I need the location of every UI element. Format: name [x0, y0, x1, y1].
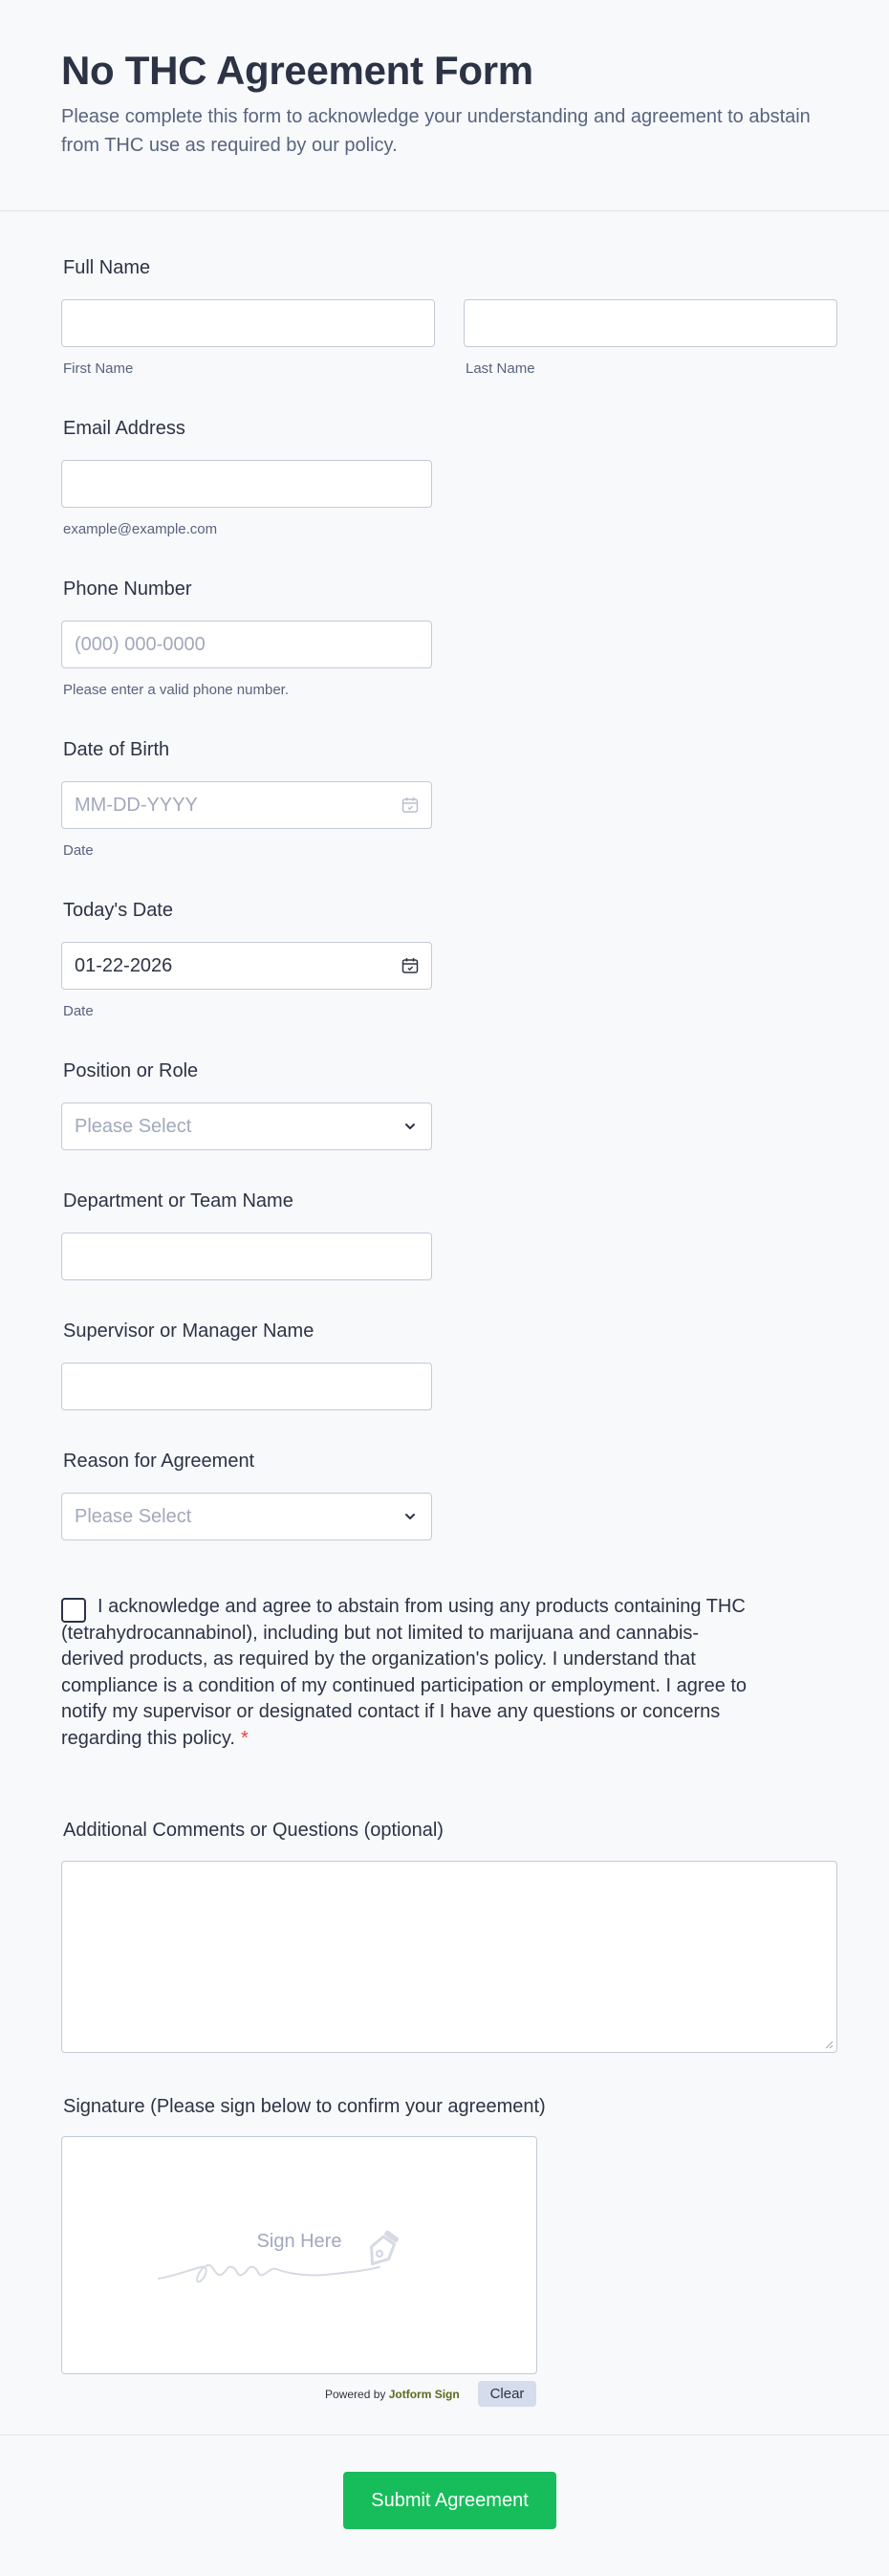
department-label: Department or Team Name: [63, 1190, 293, 1212]
resize-grip-icon[interactable]: [824, 2040, 834, 2049]
full-name-label: Full Name: [63, 257, 151, 278]
email-input[interactable]: [61, 460, 432, 508]
phone-label: Phone Number: [63, 579, 192, 600]
clear-signature-button[interactable]: Clear: [478, 2381, 536, 2407]
dob-sublabel: Date: [63, 842, 94, 859]
email-label: Email Address: [63, 418, 185, 439]
footer-divider: [0, 2434, 889, 2435]
comments-label: Additional Comments or Questions (optional): [63, 1820, 444, 1841]
today-date-sublabel: Date: [63, 1003, 94, 1019]
last-name-sublabel: Last Name: [466, 360, 535, 377]
department-input[interactable]: [61, 1233, 432, 1280]
chevron-down-icon: [401, 1117, 420, 1136]
phone-placeholder: (000) 000-0000: [75, 633, 206, 655]
supervisor-label: Supervisor or Manager Name: [63, 1321, 314, 1342]
reason-select[interactable]: [61, 1493, 432, 1540]
form-header: [0, 0, 889, 211]
supervisor-input[interactable]: [61, 1363, 432, 1410]
position-select[interactable]: [61, 1102, 432, 1150]
signature-pen-icon: [158, 2229, 425, 2296]
reason-label: Reason for Agreement: [63, 1451, 255, 1472]
powered-by: [325, 2388, 460, 2401]
phone-input[interactable]: [61, 621, 432, 668]
jotform-sign-brand[interactable]: Jotform Sign: [388, 2388, 460, 2401]
email-sublabel: example@example.com: [63, 521, 218, 537]
signature-label: Signature (Please sign below to confirm your agreement): [63, 2096, 546, 2117]
dob-input[interactable]: [61, 781, 432, 829]
comments-textarea[interactable]: [61, 1861, 837, 2053]
reason-placeholder: Please Select: [75, 1505, 192, 1527]
submit-button[interactable]: Submit Agreement: [343, 2472, 556, 2529]
position-placeholder: Please Select: [75, 1115, 192, 1137]
position-label: Position or Role: [63, 1060, 199, 1081]
calendar-icon[interactable]: [401, 796, 420, 815]
form-subtitle: Please complete this form to acknowledge your understanding and agreement to abstain from THC use as required by our policy.: [61, 106, 811, 156]
sign-here-placeholder: Sign Here: [256, 2231, 342, 2252]
first-name-input[interactable]: [61, 299, 435, 347]
today-date-value: 01-22-2026: [75, 954, 173, 976]
consent-text: [61, 1594, 749, 1752]
chevron-down-icon: [401, 1507, 420, 1526]
calendar-icon[interactable]: [401, 956, 420, 975]
last-name-input[interactable]: [464, 299, 837, 347]
consent-statement: I acknowledge and agree to abstain from using any products containing THC (tetrahydrocannabinol), including but not limited to marijuana and cannabis-derived products, as required by the organization's policy. I understand that compliance is a condition of my continued participation or employment. I agree to notify my supervisor or designated contact if I have any questions or concerns regarding this policy.: [61, 1596, 748, 1749]
dob-placeholder: MM-DD-YYYY: [75, 794, 198, 816]
first-name-sublabel: First Name: [63, 360, 134, 377]
today-date-input[interactable]: [61, 942, 432, 990]
today-date-label: Today's Date: [63, 900, 173, 921]
signature-pad[interactable]: [61, 2136, 537, 2374]
phone-sublabel: Please enter a valid phone number.: [63, 682, 289, 698]
form-title: No THC Agreement Form: [61, 48, 533, 93]
dob-label: Date of Birth: [63, 739, 170, 760]
powered-by-text: Powered by: [325, 2388, 386, 2401]
required-mark: *: [240, 1727, 249, 1749]
